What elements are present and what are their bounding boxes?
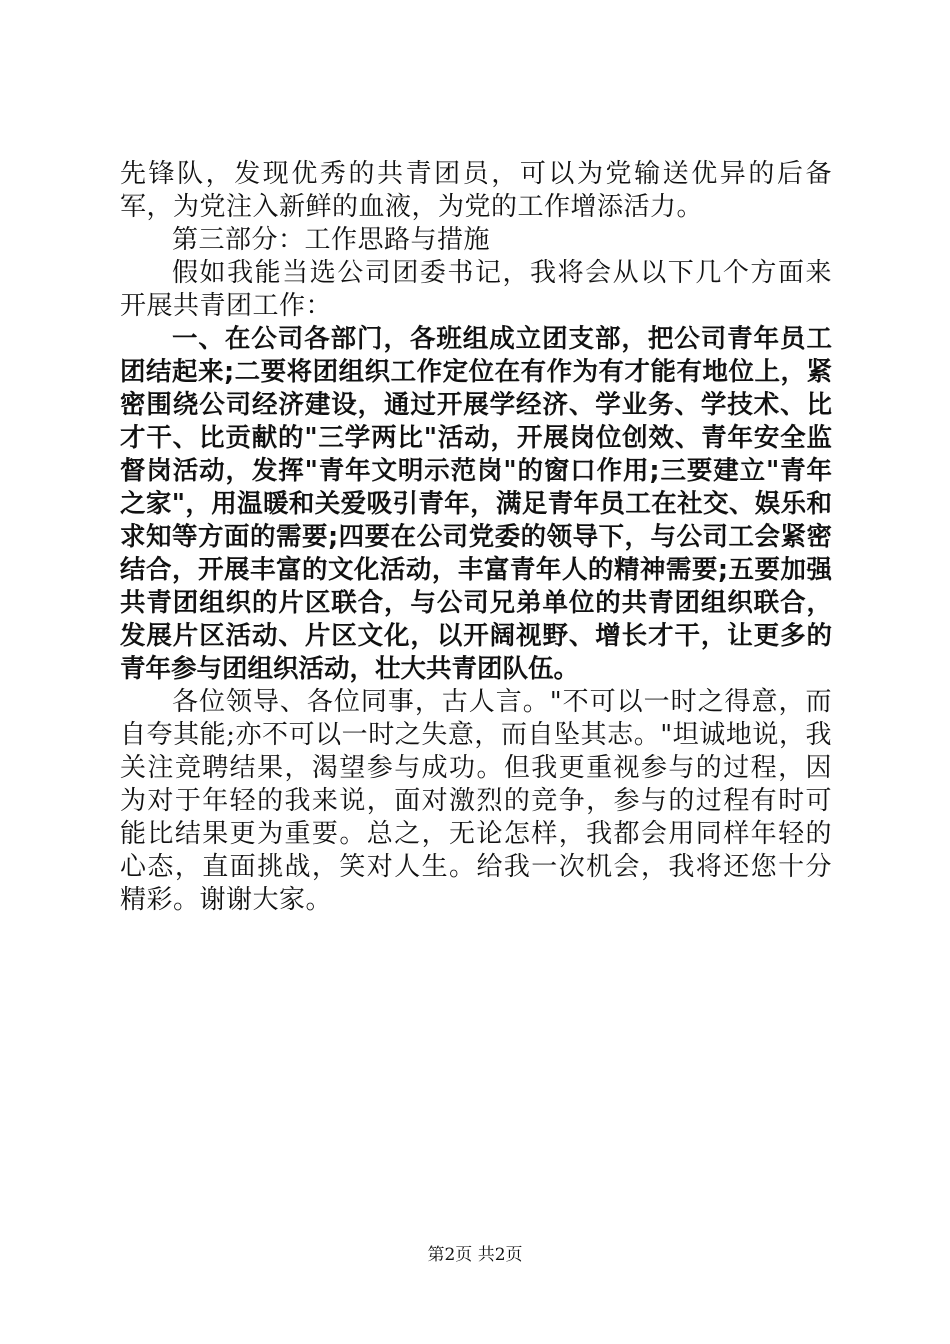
page-footer: 第2页 共2页 xyxy=(427,1245,523,1265)
section-heading: 第三部分：工作思路与措施 xyxy=(172,225,491,255)
document-body xyxy=(120,158,832,917)
paragraph-closing: 各位领导、各位同事，古人言。"不可以一时之得意，而自夸其能;亦不可以一时之失意，而自坠其志。"坦诚地说，我关注竞聘结果，渴望参与成功。但我更重视参与的过程，因为对于年轻的我来说，面对激烈的竞争，参与的过程有时可能比结果更为重要。总之，无论怎样，我都会用同样年轻的心态，直面挑战，笑对人生。给我一次机会，我将还您十分精彩。谢谢大家。 xyxy=(120,687,832,915)
paragraph-measures: 一、在公司各部门，各班组成立团支部，把公司青年员工团结起来;二要将团组织工作定位在有作为有才能有地位上，紧密围绕公司经济建设，通过开展学经济、学业务、学技术、比才干、比贡献的"三学两比"活动，开展岗位创效、青年安全监督岗活动，发挥"青年文明示范岗"的窗口作用;三要建立"青年之家"，用温暖和关爱吸引青年，满足青年员工在社交、娱乐和求知等方面的需要;四要在公司党委的领导下，与公司工会紧密结合，开展丰富的文化活动，丰富青年人的精神需要;五要加强共青团组织的片区联合，与公司兄弟单位的共青团组织联合，发展片区活动、片区文化，以开阔视野、增长才干，让更多的青年参与团组织活动，壮大共青团队伍。 xyxy=(120,324,832,684)
paragraph-continuation: 先锋队，发现优秀的共青团员，可以为党输送优异的后备军，为党注入新鲜的血液，为党的工作增添活力。 xyxy=(120,159,832,222)
paragraph-intro: 假如我能当选公司团委书记，我将会从以下几个方面来开展共青团工作： xyxy=(120,258,832,321)
